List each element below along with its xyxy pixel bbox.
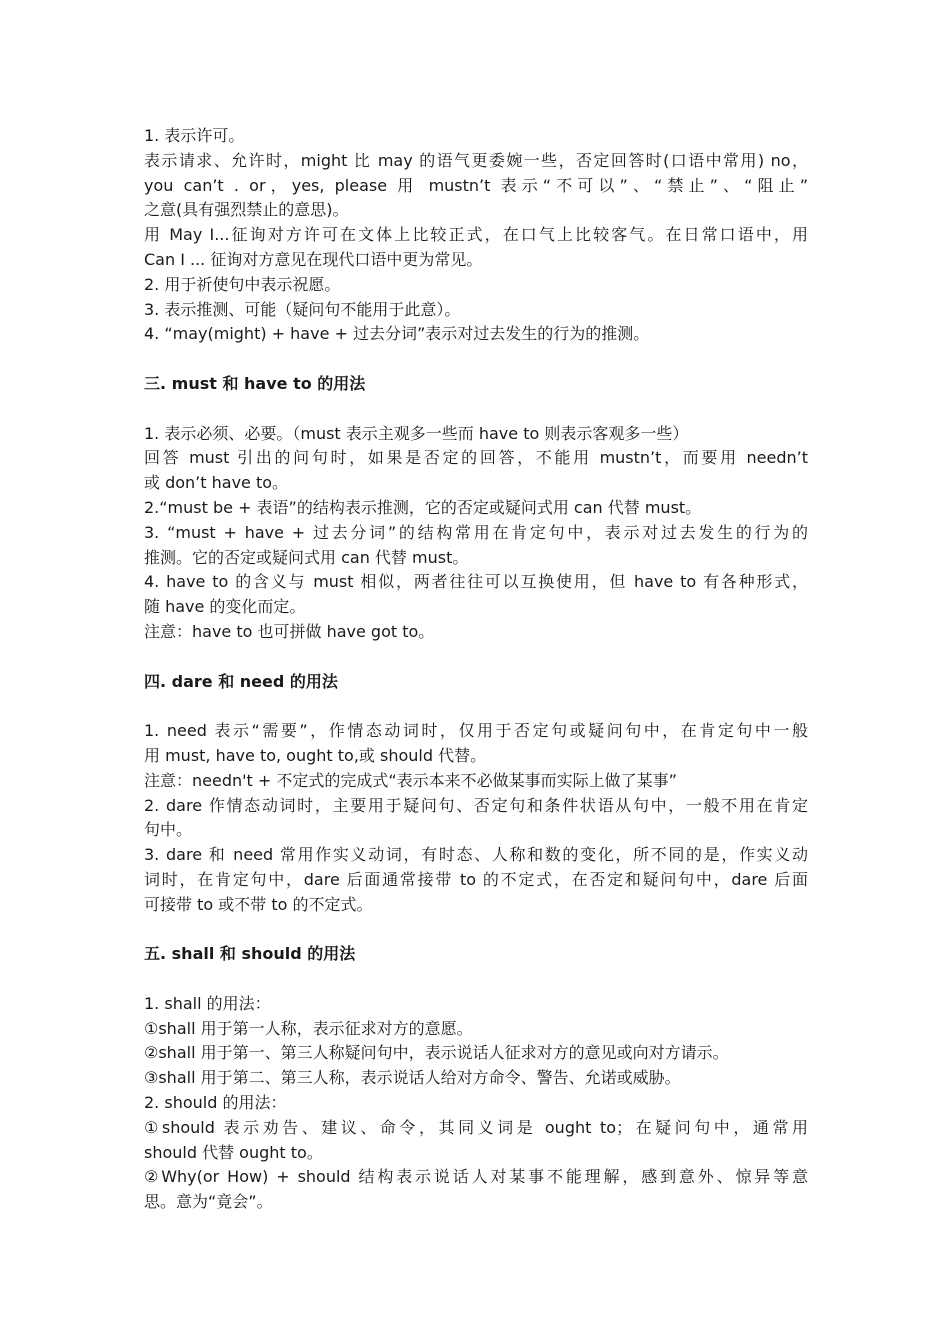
text-line: 可接带 to 或不带 to 的不定式。 [144,894,373,914]
text-line: ②shall 用于第一、第三人称疑问句中，表示说话人征求对方的意见或向对方请示。 [144,1043,729,1063]
spacer [144,694,808,719]
text-line: 1. 表示许可。 [144,126,245,145]
spacer [144,347,808,372]
text-line: 词时，在肯定句中，dare 后面通常接带 to 的不定式，在否定和疑问句中，dare 后面 [144,869,808,889]
text-line: 2. 用于祈使句中表示祝愿。 [144,274,341,294]
text-line: you can’t . or，yes, please 用 mustn’t 表示“不可以”、“禁止”、“阻止” [144,175,808,195]
text-line: 4. “may(might) + have + 过去分词”表示对过去发生的行为的推测。 [144,324,650,344]
text-line: should 代替 ought to。 [144,1142,323,1162]
section-may-might [144,124,808,347]
text-line: 用 must, have to, ought to,或 should 代替。 [144,745,487,765]
section-dare-need [144,670,808,918]
text-line: ③shall 用于第二、第三人称，表示说话人给对方命令、警告、允诺或威胁。 [144,1068,681,1088]
text-line: 3. dare 和 need 常用作实义动词，有时态、人称和数的变化，所不同的是，作实义动 [144,845,808,865]
section-heading: 四. dare 和 need 的用法 [144,671,338,691]
text-line: 句中。 [144,820,193,840]
text-line: ①shall 用于第一人称，表示征求对方的意愿。 [144,1018,473,1038]
text-line: 表示请求、允许时，might 比 may 的语气更委婉一些，否定回答时(口语中常用) no， [144,150,808,170]
text-line: 1. 表示必须、必要。（must 表示主观多一些而 have to 则表示客观多一些） [144,423,689,443]
section-must-have-to [144,372,808,645]
spacer [144,645,808,670]
text-line: 注意：needn't + 不定式的完成式“表示本来不必做某事而实际上做了某事” [144,770,677,790]
text-line: 2. dare 作情态动词时，主要用于疑问句、否定句和条件状语从句中，一般不用在肯定 [144,795,808,815]
text-line: 用 May I...征询对方许可在文体上比较正式，在口气上比较客气。在日常口语中，用 [144,225,808,245]
section-heading: 三. must 和 have to 的用法 [144,373,366,393]
text-line: 4. have to 的含义与 must 相似，两者往往可以互换使用，但 have to 有各种形式， [144,572,808,592]
spacer [144,397,808,422]
spacer [144,967,808,992]
text-line: 随 have 的变化而定。 [144,597,306,617]
text-line: 思。意为“竟会”。 [144,1192,273,1212]
text-line: 1. need 表示“需要”，作情态动词时，仅用于否定句或疑问句中，在肯定句中一般 [144,721,808,741]
document-page [144,124,808,1215]
text-line: 1. shall 的用法： [144,993,271,1013]
text-line: 或 don’t have to。 [144,473,289,493]
text-line: ②Why(or How) + should 结构表示说话人对某事不能理解，感到意外、惊异等意 [144,1167,808,1187]
text-line: 推测。它的否定或疑问式用 can 代替 must。 [144,547,469,567]
text-line: 2.“must be + 表语”的结构表示推测，它的否定或疑问式用 can 代替 must。 [144,497,702,517]
text-line: 注意：have to 也可拼做 have got to。 [144,621,435,641]
text-line: 回答 must 引出的问句时，如果是否定的回答，不能用 mustn’t，而要用 needn’t [144,448,808,468]
section-heading: 五. shall 和 should 的用法 [144,944,356,964]
section-shall-should [144,942,808,1215]
text-line: ①should 表示劝告、建议、命令，其同义词是 ought to；在疑问句中，通常用 [144,1117,808,1137]
text-line: Can I ... 征询对方意见在现代口语中更为常见。 [144,249,483,269]
text-line: 之意(具有强烈禁止的意思)。 [144,200,349,220]
text-line: 2. should 的用法： [144,1093,287,1113]
text-line: 3. “must + have + 过去分词”的结构常用在肯定句中，表示对过去发生的行为的 [144,522,808,542]
text-line: 3. 表示推测、可能（疑问句不能用于此意）。 [144,299,461,319]
spacer [144,918,808,943]
